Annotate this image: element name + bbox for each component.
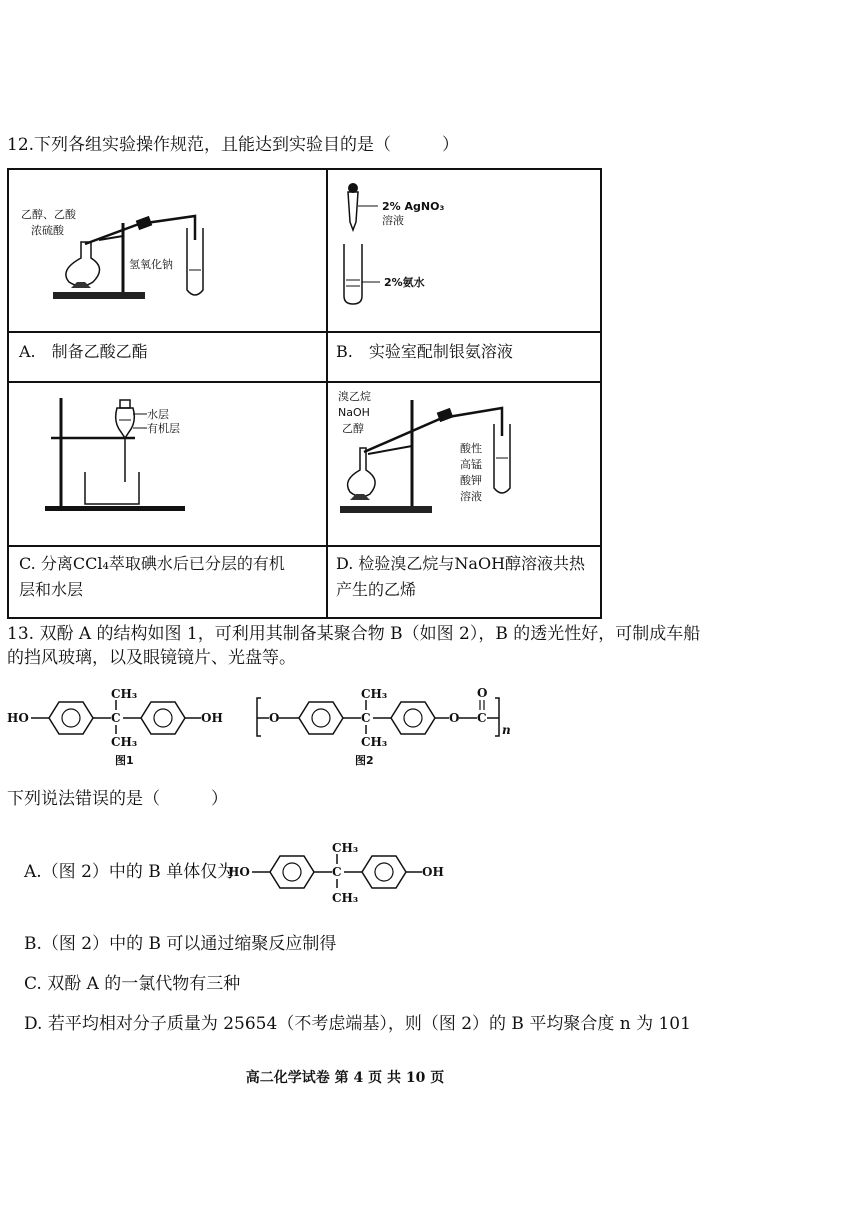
carbonyl-carbon: C xyxy=(477,711,487,725)
label-ethanol-acetic-acid: 乙醇、乙酸 xyxy=(21,208,76,221)
label-solution: 溶液 xyxy=(460,490,482,503)
aromatic-circle xyxy=(312,709,330,727)
q13-option-b: B.（图 2）中的 B 可以通过缩聚反应制得 xyxy=(24,934,337,954)
q13-question: 下列说法错误的是（ ） xyxy=(7,789,228,809)
option-c-line1: C. 分离CCl₄萃取碘水后已分层的有机 xyxy=(19,554,285,573)
stand-base xyxy=(53,292,145,299)
label-conc-sulfuric-acid: 浓硫酸 xyxy=(31,224,64,237)
label-acidic: 酸性 xyxy=(460,442,482,455)
ho-group: HO xyxy=(7,711,29,725)
apparatus-ester-prep xyxy=(19,188,229,308)
option-d-line1: D. 检验溴乙烷与NaOH醇溶液共热 xyxy=(336,554,586,573)
option-b-caption: B. 实验室配制银氨溶液 xyxy=(336,342,513,361)
oh-group: OH xyxy=(201,711,223,725)
figure-2-caption: 图2 xyxy=(355,754,374,767)
table-divider xyxy=(9,381,600,383)
table-divider-vertical xyxy=(326,170,328,617)
experiment-table xyxy=(7,168,602,619)
q13-stem-line2: 的挡风玻璃，以及眼镜镜片、光盘等。 xyxy=(7,648,296,668)
carbonyl-oxygen: O xyxy=(477,686,488,700)
methyl-group: CH₃ xyxy=(361,735,388,749)
beaker xyxy=(85,472,139,504)
methyl-group: CH₃ xyxy=(111,735,138,749)
flask xyxy=(348,448,376,497)
q12-stem: 12.下列各组实验操作规范，且能达到实验目的是（ ） xyxy=(7,135,460,155)
benzene-ring xyxy=(141,702,185,734)
methyl-group: CH₃ xyxy=(332,841,359,855)
apparatus-silver-ammonia xyxy=(334,178,554,308)
benzene-ring xyxy=(299,702,343,734)
aromatic-circle xyxy=(404,709,422,727)
stand-base xyxy=(45,506,185,511)
benzene-ring xyxy=(391,702,435,734)
methyl-group: CH₃ xyxy=(361,687,388,701)
label-sodium-hydroxide: 氢氧化钠 xyxy=(129,258,173,271)
option-c-caption xyxy=(19,551,319,603)
label-permanganate-2: 酸钾 xyxy=(460,474,482,487)
option-d-caption xyxy=(336,551,601,603)
benzene-ring xyxy=(270,856,314,888)
q13-stem-line1: 13. 双酚 A 的结构如图 1，可利用其制备某聚合物 B（如图 2），B 的透光性好，可制成车船 xyxy=(7,624,701,644)
repeat-bracket-left xyxy=(257,698,261,736)
figure-1-caption: 图1 xyxy=(115,754,134,767)
option-a-caption: A. 制备乙酸乙酯 xyxy=(19,342,148,361)
aromatic-circle xyxy=(375,863,393,881)
q13-option-c: C. 双酚 A 的一氯代物有三种 xyxy=(24,974,241,994)
ho-group: HO xyxy=(228,865,250,879)
aromatic-circle xyxy=(154,709,172,727)
methyl-group: CH₃ xyxy=(332,891,359,905)
flask xyxy=(66,242,100,286)
degree-n: n xyxy=(502,723,511,737)
burner xyxy=(71,282,91,288)
repeat-bracket-right xyxy=(495,698,499,736)
central-carbon: C xyxy=(361,711,371,725)
label-ammonia: 2%氨水 xyxy=(384,276,425,289)
oxygen: O xyxy=(269,711,280,725)
label-solution: 溶液 xyxy=(382,214,404,227)
condenser-joint xyxy=(136,216,153,230)
figure-2-polymer-b xyxy=(255,684,515,769)
label-bromoethane: 溴乙烷 xyxy=(338,390,371,403)
table-divider xyxy=(9,331,600,333)
option-a-monomer-structure xyxy=(226,838,456,913)
label-permanganate-1: 高锰 xyxy=(460,458,482,471)
option-d-line2: 产生的乙烯 xyxy=(336,580,417,599)
apparatus-separatory-funnel xyxy=(39,392,239,522)
label-ethanol: 乙醇 xyxy=(342,422,364,435)
page-footer: 高二化学试卷 第 4 页 共 10 页 xyxy=(245,1070,445,1086)
benzene-ring xyxy=(49,702,93,734)
aromatic-circle xyxy=(283,863,301,881)
central-carbon: C xyxy=(332,865,342,879)
test-tube xyxy=(344,244,362,304)
label-water-layer: 水层 xyxy=(147,408,169,421)
stand-base xyxy=(340,506,432,513)
benzene-ring xyxy=(362,856,406,888)
label-agno3: 2% AgNO₃ xyxy=(382,200,445,213)
label-organic-layer: 有机层 xyxy=(147,422,180,435)
stopper xyxy=(120,400,130,408)
q13-option-d: D. 若平均相对分子质量为 25654（不考虑端基），则（图 2）的 B 平均聚合度 n 为 101 xyxy=(24,1014,691,1034)
figure-1-bisphenol-a xyxy=(5,684,235,769)
aromatic-circle xyxy=(62,709,80,727)
oxygen: O xyxy=(449,711,460,725)
dropper xyxy=(348,192,358,230)
oh-group: OH xyxy=(422,865,444,879)
table-divider xyxy=(9,545,600,547)
central-carbon: C xyxy=(111,711,121,725)
apparatus-ethylene-test xyxy=(332,388,582,528)
separatory-funnel xyxy=(116,408,135,438)
q13-option-a: A.（图 2）中的 B 单体仅为 xyxy=(24,862,235,882)
label-naoh: NaOH xyxy=(338,406,370,419)
option-c-line2: 层和水层 xyxy=(19,580,84,599)
methyl-group: CH₃ xyxy=(111,687,138,701)
